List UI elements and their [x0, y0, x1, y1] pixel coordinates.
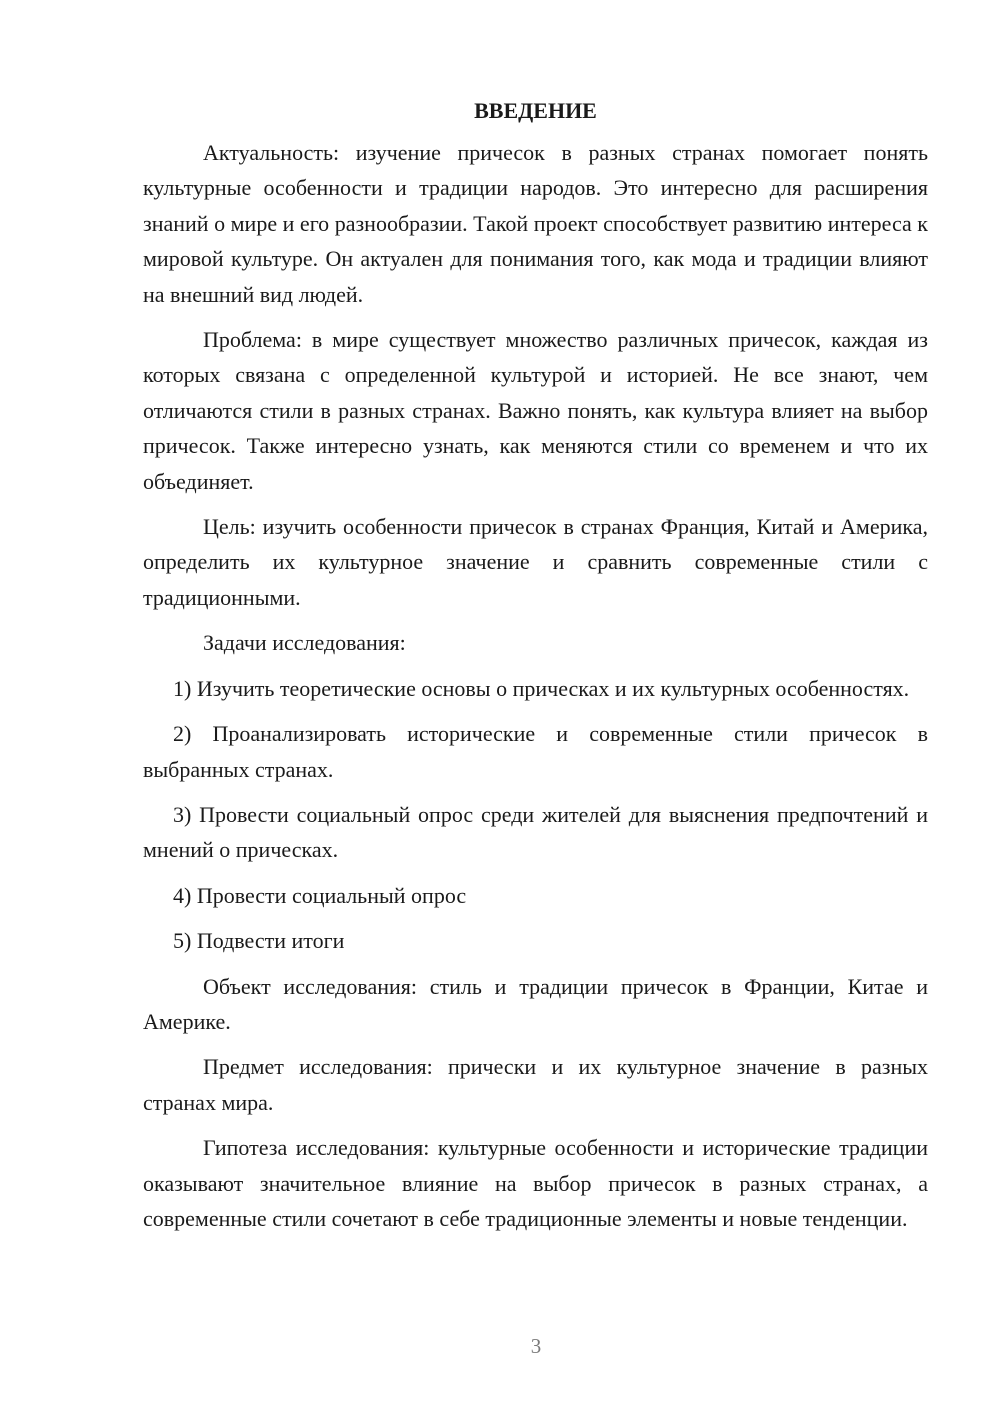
task-item-3: 3) Провести социальный опрос среди жителей для выяснения предпочтений и мнений о прическах. [143, 801, 928, 863]
page-number: 3 [530, 1334, 542, 1358]
document-title: ВВЕДЕНИЕ [474, 98, 597, 123]
document-page [143, 94, 928, 1236]
paragraph-goal: Цель: изучить особенности причесок в странах Франция, Китай и Америка, определить их культурное значение и сравнить современные стили с традиционными. [143, 514, 928, 610]
task-item-2: 2) Проанализировать исторические и современные стили причесок в выбранных странах. [143, 721, 928, 782]
paragraph-hypothesis: Гипотеза исследования: культурные особенности и исторические традиции оказывают значительное влияние на выбор причесок в разных странах, а современные стили сочетают в себе традиционные элементы и новые тенденции. [143, 1135, 928, 1231]
paragraph-relevance: Актуальность: изучение причесок в разных странах помогает понять культурные особенности и традиции народов. Это интересно для расширения знаний о мире и его разнообразии. Такой проект способствует развитию интереса к мировой культуре. Он актуален для понимания того, как мода и традиции влияют на внешний вид людей. [143, 140, 928, 307]
paragraph-problem: Проблема: в мире существует множество различных причесок, каждая из которых связана с определенной культурой и историей. Не все знают, чем отличаются стили в разных странах. Важно понять, как культура влияет на выбор причесок. Также интересно узнать, как меняются стили со временем и что их объединяет. [143, 327, 928, 494]
paragraph-subject: Предмет исследования: прически и их культурное значение в разных странах мира. [143, 1054, 928, 1115]
task-item-4: 4) Провести социальный опрос [173, 882, 467, 908]
tasks-heading: Задачи исследования: [203, 630, 406, 656]
task-item-5: 5) Подвести итоги [173, 928, 345, 954]
task-item-1: 1) Изучить теоретические основы о прическах и их культурных особенностях. [173, 675, 910, 701]
paragraph-object: Объект исследования: стиль и традиции причесок в Франции, Китае и Америке. [143, 973, 928, 1034]
